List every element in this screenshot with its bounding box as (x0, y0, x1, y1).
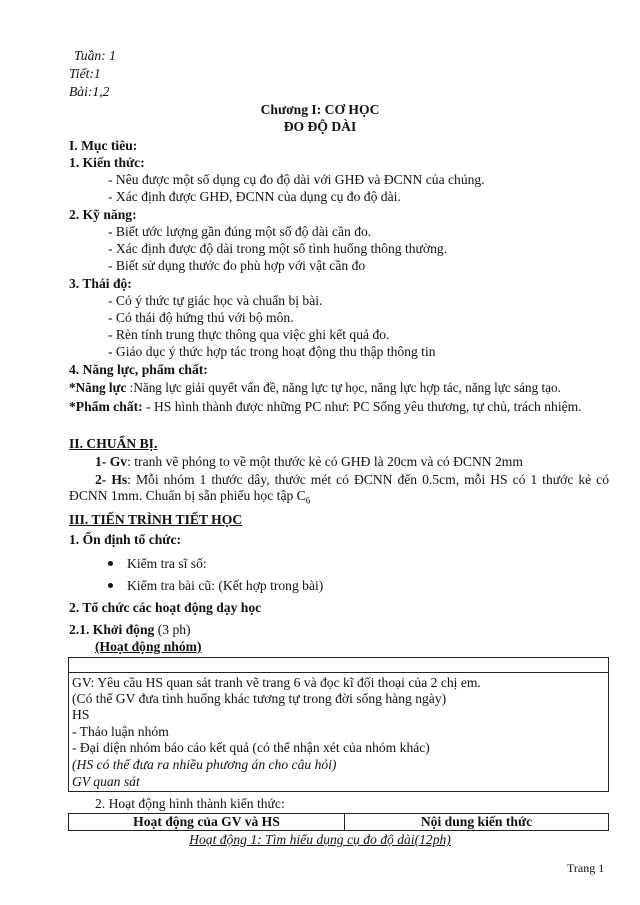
empty-table-row (68, 657, 609, 673)
attitude-item: - Có ý thức tự giác học và chuẩn bị bài. (108, 293, 323, 308)
organization-heading: 1. Ổn định tổ chức: (69, 532, 182, 547)
hs-label: 2- Hs (95, 472, 128, 487)
topic-title: ĐO ĐỘ DÀI (283, 119, 357, 134)
warmup-duration: (3 ph) (154, 622, 191, 637)
competence-heading: 4. Năng lực, phẩm chất: (69, 362, 208, 377)
box-line: - Thảo luận nhóm (72, 724, 169, 739)
box-italic-line: (HS có thể đưa ra nhiều phương án cho câu hỏi) (72, 757, 337, 772)
table-header-cell: Nội dung kiến thức (420, 814, 533, 829)
skills-item: - Biết sử dụng thước đo phù hợp với vật cần đo (108, 258, 366, 273)
group-activity-label: (Hoạt động nhóm) (95, 639, 202, 654)
process-heading: III. TIẾN TRÌNH TIẾT HỌC (69, 512, 243, 527)
warmup-label: 2.1. Khởi động (69, 622, 155, 637)
box-line: (Có thể GV đưa tình huống khác tương tự trong đời sống hàng ngày) (72, 691, 447, 706)
capacity-line (69, 380, 561, 396)
org-bullet-item (108, 556, 207, 572)
skills-item: - Biết ước lượng gần đúng một số độ dài cần đo. (108, 224, 372, 239)
hs-text: : Mỗi nhóm 1 thước dây, thước mét có ĐCNN đến 0.5cm, mỗi HS có 1 thước kẻ có ĐCNN 1mm. Chuẩn bị sẵn phiếu học tập C (69, 472, 609, 503)
bullet-dot-icon (108, 561, 113, 566)
bullet-dot-icon (108, 583, 113, 588)
gv-text: : tranh vẽ phóng to về một thước kẻ có GHĐ là 20cm và có ĐCNN 2mm (127, 454, 523, 469)
attitude-item: - Rèn tính trung thực thông qua việc ghi kết quả đo. (108, 327, 390, 342)
warmup-activity-box (68, 672, 609, 792)
period-label: Tiết:1 (69, 66, 101, 81)
gv-preparation (95, 454, 523, 470)
skills-item: - Xác định được độ dài trong một số tình huống thông thường. (108, 241, 448, 256)
section-objectives-heading: I. Mục tiêu: (69, 138, 138, 153)
quality-label: *Phẩm chất: (69, 399, 143, 414)
org-bullet-item (108, 578, 323, 594)
warmup-line (69, 622, 191, 638)
box-line: - Đại diện nhóm báo cáo kết quả (có thể nhận xét của nhóm khác) (72, 740, 430, 755)
week-label: Tuần: 1 (74, 48, 116, 63)
hs-preparation (69, 472, 609, 509)
org-bullet-text: Kiểm tra sĩ số: (127, 556, 207, 571)
page-number: Trang 1 (567, 861, 605, 875)
knowledge-heading: 1. Kiến thức: (69, 155, 145, 170)
org-bullet-text: Kiểm tra bài cũ: (Kết hợp trong bài) (127, 578, 324, 593)
activities-heading: 2. Tổ chức các hoạt động dạy học (69, 600, 262, 615)
capacity-label: *Năng lực (69, 380, 127, 395)
preparation-heading: II. CHUẨN BỊ. (69, 436, 158, 451)
chapter-title: Chương I: CƠ HỌC (260, 102, 380, 117)
knowledge-activity-heading: 2. Hoạt động hình thành kiến thức: (95, 796, 285, 811)
box-line: HS (72, 707, 90, 722)
box-italic-line: GV quan sát (72, 774, 140, 789)
knowledge-item: - Nêu được một số dụng cụ đo độ dài với GHĐ và ĐCNN của chúng. (108, 172, 485, 187)
table-header-row (68, 813, 609, 831)
knowledge-item: - Xác định được GHĐ, ĐCNN của dụng cụ đo độ dài. (108, 189, 401, 204)
capacity-text: :Năng lực giải quyết vấn đề, năng lực tự học, năng lực hợp tác, năng lực sáng tạo. (126, 380, 561, 395)
gv-label: 1- Gv (95, 454, 128, 469)
quality-paragraph (69, 399, 609, 415)
quality-text: - HS hình thành được những PC như: PC Sống yêu thương, tự chủ, trách nhiệm. (142, 399, 582, 414)
attitude-item: - Giáo dục ý thức hợp tác trong hoạt động thu thập thông tin (108, 344, 436, 359)
table-header-cell: Hoạt động của GV và HS (133, 814, 280, 829)
skills-heading: 2. Kỹ năng: (69, 207, 137, 222)
attitude-heading: 3. Thái độ: (69, 276, 132, 291)
activity1-title: Hoạt động 1: Tìm hiểu dụng cụ đo độ dài(12ph) (189, 832, 451, 847)
attitude-item: - Có thái độ hứng thú với bộ môn. (108, 310, 294, 325)
box-line: GV: Yêu cầu HS quan sát tranh vẽ trang 6 và đọc kĩ đối thoại của 2 chị em. (72, 675, 481, 690)
hs-subscript: 6 (305, 495, 311, 506)
lesson-label: Bài:1,2 (69, 84, 110, 99)
